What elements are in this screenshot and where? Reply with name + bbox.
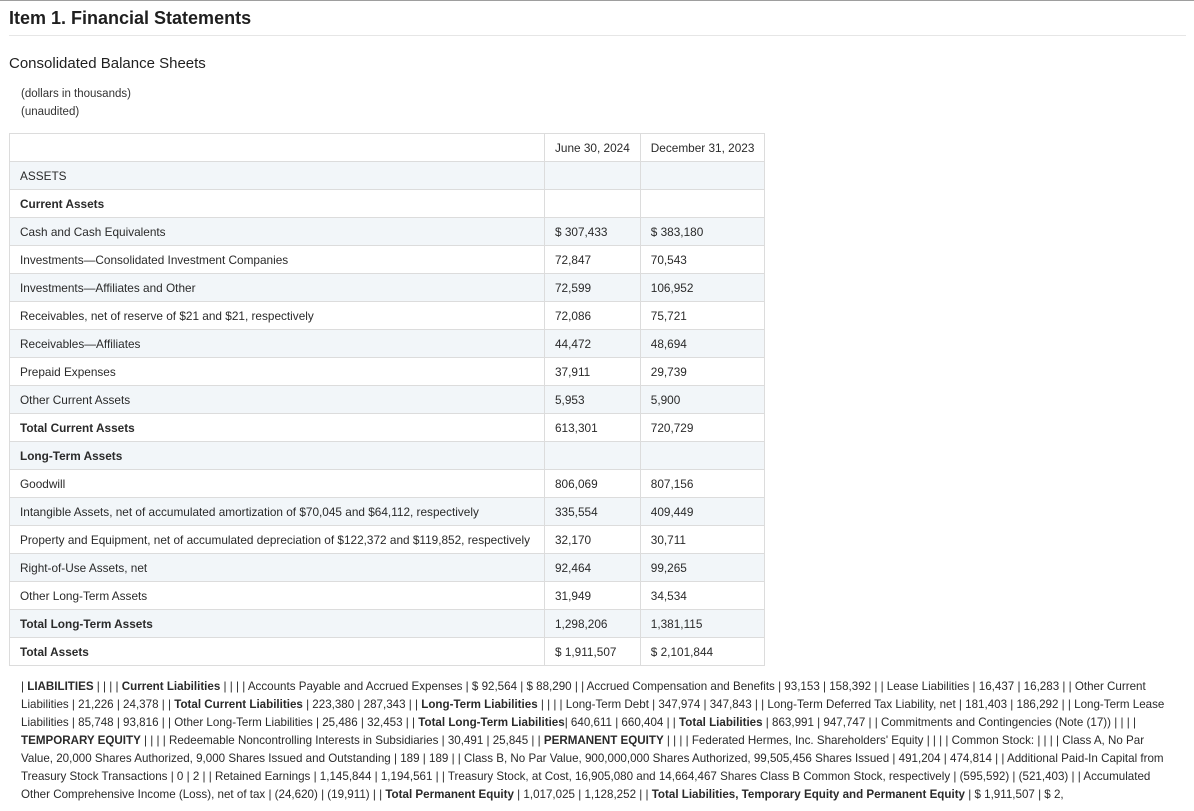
table-row: [10, 442, 765, 470]
raw-text-segment: | 863,991 | 947,747 | | Commitments and Contingencies (Note (17)) | | | |: [762, 716, 1136, 729]
value-dec-2023: 1,381,115: [640, 610, 765, 638]
raw-text-segment: | 223,380 | 287,343 | |: [302, 698, 422, 711]
row-label: Investments—Affiliates and Other: [10, 274, 545, 302]
row-label: Other Current Assets: [10, 386, 545, 414]
title-divider: [9, 35, 1186, 36]
table-row: [10, 638, 765, 666]
table-row: [10, 610, 765, 638]
row-label: Property and Equipment, net of accumulated depreciation of $122,372 and $119,852, respectively: [10, 526, 545, 554]
row-label: Receivables—Affiliates: [10, 330, 545, 358]
raw-text-bold-segment: Long-Term Liabilities: [421, 698, 538, 711]
value-dec-2023: 106,952: [640, 274, 765, 302]
raw-text-segment: | | | | Federated Hermes, Inc. Shareholders' Equity | | | | Common Stock: | | | | Class A, No Par Value, 20,000 Shares Authorized, 9,000 Shares Issued and Outstanding | 189 | 189 | | Class B, No Par Value, 900,000,000 Shares Authorized, 99,505,456 Shares Issued | 491,204 | 474,814 | | Additional Paid-In Capital from Treasury Stock Transactions | 0 | 2 | | Retained Earnings | 1,145,844 | 1,194,561 | | Treasury Stock, at Cost, 16,905,080 and 14,664,467 Shares Class B Common Stock, respectively | (595,592) | (521,403) | | Accumulated Other Comprehensive Income (Loss), net of tax | (24,620) | (19,911) | |: [21, 734, 1164, 801]
table-row: [10, 218, 765, 246]
raw-text-segment: | | | | Redeemable Noncontrolling Interests in Subsidiaries | 30,491 | 25,845 | |: [140, 734, 544, 747]
raw-text-segment: | $ 1,911,507 | $ 2,: [965, 788, 1064, 801]
raw-text-segment: |: [21, 680, 28, 693]
raw-text-segment: | | | | Accounts Payable and Accrued Expenses | $ 92,564 | $ 88,290 | | Accrued Compensation and Benefits | 93,153 | 158,392 | | Lease Liabilities | 16,437 | 16,283 | | Other Current Liabilities | 21,226 | 24,378 | |: [21, 680, 1146, 711]
row-label: Intangible Assets, net of accumulated amortization of $70,045 and $64,112, respectively: [10, 498, 545, 526]
value-june-2024: 613,301: [545, 414, 641, 442]
raw-text-bold-segment: Total Liabilities: [679, 716, 763, 729]
page-title: Item 1. Financial Statements: [9, 8, 252, 28]
row-label: Current Assets: [10, 190, 545, 218]
value-june-2024: 72,847: [545, 246, 641, 274]
value-june-2024: $ 307,433: [545, 218, 641, 246]
table-row: [10, 498, 765, 526]
section-title: Consolidated Balance Sheets: [9, 55, 206, 72]
row-label: Total Assets: [10, 638, 545, 666]
value-june-2024: 72,599: [545, 274, 641, 302]
value-june-2024: 92,464: [545, 554, 641, 582]
value-june-2024: [545, 442, 641, 470]
header-cell-june-2024: June 30, 2024: [545, 134, 641, 162]
value-june-2024: 1,298,206: [545, 610, 641, 638]
value-dec-2023: $ 383,180: [640, 218, 765, 246]
value-june-2024: [545, 162, 641, 190]
table-row: [10, 582, 765, 610]
value-june-2024: 806,069: [545, 470, 641, 498]
row-label: Total Long-Term Assets: [10, 610, 545, 638]
row-label: Investments—Consolidated Investment Companies: [10, 246, 545, 274]
units-note: (dollars in thousands): [21, 88, 131, 100]
table-row: [10, 386, 765, 414]
value-dec-2023: [640, 190, 765, 218]
value-june-2024: [545, 190, 641, 218]
row-label: Total Current Assets: [10, 414, 545, 442]
value-dec-2023: 99,265: [640, 554, 765, 582]
value-dec-2023: 34,534: [640, 582, 765, 610]
table-row: [10, 302, 765, 330]
raw-text-segment: | | | |: [93, 680, 122, 693]
table-row: [10, 274, 765, 302]
value-dec-2023: 409,449: [640, 498, 765, 526]
row-label: Prepaid Expenses: [10, 358, 545, 386]
table-row: [10, 162, 765, 190]
table-row: [10, 470, 765, 498]
raw-text-segment: | 640,611 | 660,404 | |: [564, 716, 680, 729]
row-label: Goodwill: [10, 470, 545, 498]
row-label: Long-Term Assets: [10, 442, 545, 470]
raw-text-bold-segment: Total Liabilities, Temporary Equity and Permanent Equity: [651, 788, 966, 801]
raw-liabilities-text: [21, 678, 1176, 804]
value-dec-2023: [640, 442, 765, 470]
raw-text-bold-segment: Total Permanent Equity: [385, 788, 514, 801]
table-row: [10, 358, 765, 386]
value-june-2024: 37,911: [545, 358, 641, 386]
window-top-border: [0, 0, 1194, 1]
raw-text-bold-segment: Current Liabilities: [121, 680, 221, 693]
table-row: [10, 246, 765, 274]
value-dec-2023: $ 2,101,844: [640, 638, 765, 666]
row-label: Receivables, net of reserve of $21 and $21, respectively: [10, 302, 545, 330]
value-june-2024: 32,170: [545, 526, 641, 554]
raw-text-segment: | | | | Long-Term Debt | 347,974 | 347,843 | | Long-Term Deferred Tax Liability, net | 181,403 | 186,292 | | Long-Term Lease Liabilities | 85,748 | 93,816 | | Other Long-Term Liabilities | 25,486 | 32,453 | |: [21, 698, 1165, 729]
value-june-2024: 44,472: [545, 330, 641, 358]
raw-text-bold-segment: LIABILITIES: [27, 680, 94, 693]
raw-text-bold-segment: Total Long-Term Liabilities: [418, 716, 565, 729]
value-dec-2023: 48,694: [640, 330, 765, 358]
table-row: [10, 330, 765, 358]
raw-text-bold-segment: Total Current Liabilities: [174, 698, 303, 711]
table-row: [10, 190, 765, 218]
table-row: [10, 414, 765, 442]
header-cell-dec-2023: December 31, 2023: [640, 134, 765, 162]
value-june-2024: 72,086: [545, 302, 641, 330]
row-label: Right-of-Use Assets, net: [10, 554, 545, 582]
value-dec-2023: 720,729: [640, 414, 765, 442]
row-label: Other Long-Term Assets: [10, 582, 545, 610]
value-june-2024: 31,949: [545, 582, 641, 610]
value-june-2024: 335,554: [545, 498, 641, 526]
row-label: ASSETS: [10, 162, 545, 190]
raw-text-bold-segment: TEMPORARY EQUITY: [21, 734, 141, 747]
balance-sheet-table: [9, 133, 765, 666]
row-label: Cash and Cash Equivalents: [10, 218, 545, 246]
value-dec-2023: 30,711: [640, 526, 765, 554]
header-cell-label: [10, 134, 545, 162]
value-dec-2023: 70,543: [640, 246, 765, 274]
table-row: [10, 554, 765, 582]
raw-text-segment: | 1,017,025 | 1,128,252 | |: [513, 788, 652, 801]
value-dec-2023: [640, 162, 765, 190]
value-dec-2023: 5,900: [640, 386, 765, 414]
value-june-2024: $ 1,911,507: [545, 638, 641, 666]
audit-note: (unaudited): [21, 106, 80, 118]
value-dec-2023: 75,721: [640, 302, 765, 330]
value-dec-2023: 29,739: [640, 358, 765, 386]
value-dec-2023: 807,156: [640, 470, 765, 498]
raw-text-bold-segment: PERMANENT EQUITY: [543, 734, 664, 747]
table-header-row: [10, 134, 765, 162]
table-row: [10, 526, 765, 554]
value-june-2024: 5,953: [545, 386, 641, 414]
